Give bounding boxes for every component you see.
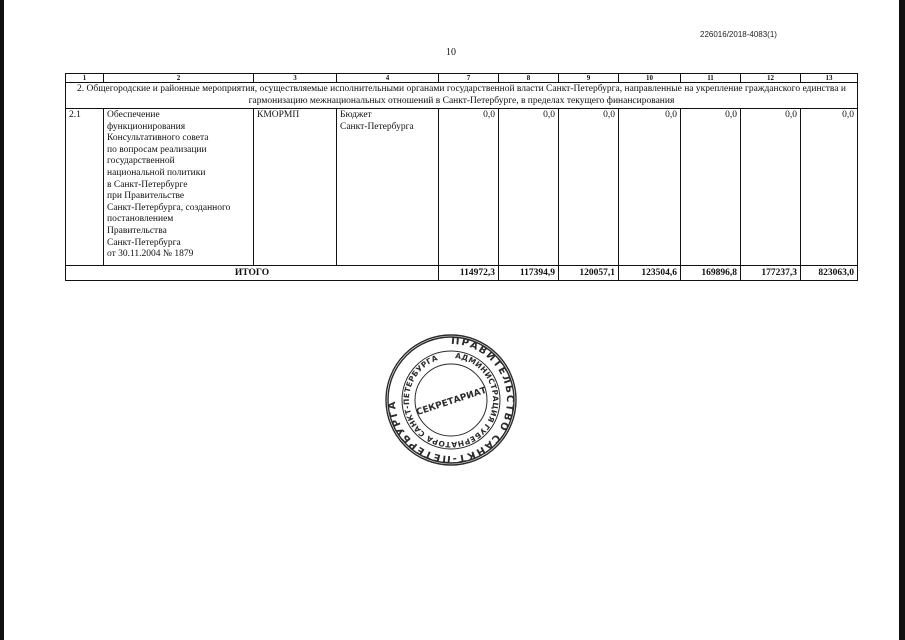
total-value: 120057,1 <box>559 266 619 281</box>
description-line: функционирования <box>107 121 186 132</box>
description-line: постановлением <box>107 214 174 225</box>
row-value: 0,0 <box>619 109 681 266</box>
column-number: 2 <box>104 74 254 83</box>
section-row <box>66 83 858 109</box>
row-funding-source <box>337 109 439 266</box>
column-number: 10 <box>619 74 681 83</box>
row-executor: КМОРМП <box>254 109 337 266</box>
total-value: 169896,8 <box>681 266 741 281</box>
column-number: 1 <box>66 74 104 83</box>
scan-edge-right <box>899 0 905 640</box>
row-value: 0,0 <box>681 109 741 266</box>
scan-edge-left <box>0 0 4 640</box>
document-number: 226016/2018-4083(1) <box>700 30 777 39</box>
description-line: от 30.11.2004 № 1879 <box>107 249 194 260</box>
funding-source-line: Бюджет <box>340 110 372 120</box>
total-label: ИТОГО <box>66 266 439 281</box>
column-number-row <box>66 74 858 83</box>
description-line: в Санкт-Петербурге <box>107 179 188 190</box>
secretariat-stamp <box>384 333 518 467</box>
total-value: 114972,3 <box>439 266 499 281</box>
row-value: 0,0 <box>559 109 619 266</box>
total-row <box>66 266 858 281</box>
column-number: 12 <box>741 74 801 83</box>
financing-table <box>65 73 858 281</box>
stamp-center-text: СЕКРЕТАРИАТ <box>415 385 488 418</box>
column-number: 4 <box>337 74 439 83</box>
column-number: 11 <box>681 74 741 83</box>
column-number: 13 <box>801 74 858 83</box>
stamp-middle-text: АДМИНИСТРАЦИЯ ГУБЕРНАТОРА САНКТ-ПЕТЕРБУРГА <box>401 351 501 450</box>
row-value: 0,0 <box>499 109 559 266</box>
section-title: 2. Общегородские и районные мероприятия, осуществляемые исполнительными органами государственной власти Санкт-Петербурга, направленные на укрепление гражданского единства и гармонизацию межнациональных отношений в Санкт-Петербурге, в пределах текущего финансирования <box>66 83 858 109</box>
total-value: 123504,6 <box>619 266 681 281</box>
description-line: Санкт-Петербурга <box>107 237 181 248</box>
column-number: 8 <box>499 74 559 83</box>
total-value: 177237,3 <box>741 266 801 281</box>
description-line: по вопросам реализации <box>107 144 207 155</box>
row-description <box>104 109 254 266</box>
column-number: 7 <box>439 74 499 83</box>
table-row <box>66 109 858 266</box>
row-value: 0,0 <box>741 109 801 266</box>
description-line: Правительства <box>107 225 167 236</box>
column-number: 3 <box>254 74 337 83</box>
description-line: Обеспечение <box>107 110 160 120</box>
column-number: 9 <box>559 74 619 83</box>
description-line: Санкт-Петербурга, созданного <box>107 202 231 213</box>
stamp-outer-text: ПРАВИТЕЛЬСТВО САНКТ-ПЕТЕРБУРГА <box>386 335 516 465</box>
description-line: Консультативного совета <box>107 133 209 144</box>
row-value: 0,0 <box>801 109 858 266</box>
funding-source-line: Санкт-Петербурга <box>340 121 414 132</box>
description-line: при Правительстве <box>107 191 185 202</box>
row-value: 0,0 <box>439 109 499 266</box>
total-value: 823063,0 <box>801 266 858 281</box>
page-number: 10 <box>446 47 456 58</box>
description-line: национальной политики <box>107 167 206 178</box>
row-number: 2.1 <box>66 109 104 266</box>
total-value: 117394,9 <box>499 266 559 281</box>
description-line: государственной <box>107 156 175 167</box>
